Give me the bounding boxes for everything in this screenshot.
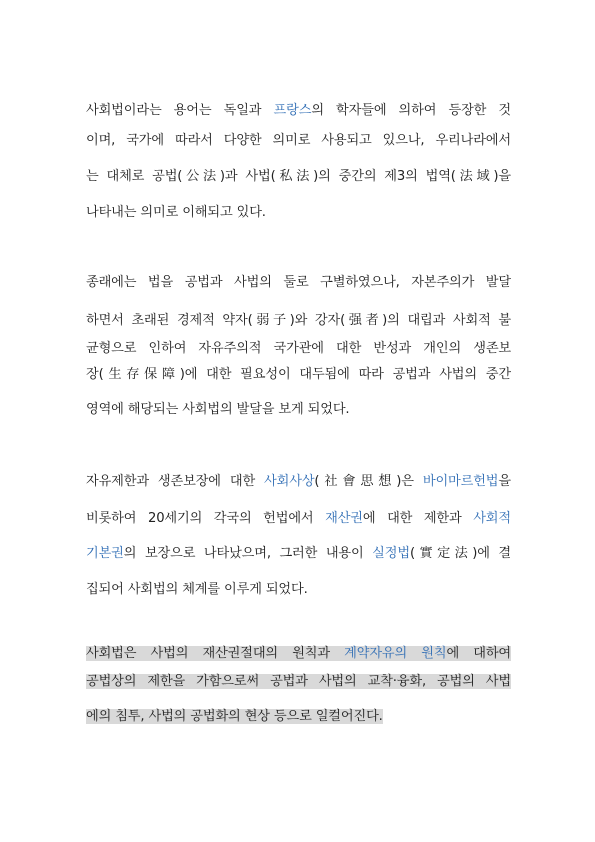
paragraph-3-line-2: 비롯하여 20세기의 각국의 헌법에서 재산권에 대한 제한과 사회적 <box>86 511 511 526</box>
paragraph-2-line-5: 영역에 해당되는 사회법의 발달을 보게 되었다. <box>86 402 350 417</box>
paragraph-1-line-1: 사회법이라는 용어는 독일과 프랑스의 학자들에 의하여 등장한 것 <box>86 103 511 118</box>
paragraph-1-line-3: 는 대체로 공법(公法)과 사법(私法)의 중간의 제3의 법역(法域)을 <box>86 169 511 184</box>
paragraph-2-line-2: 하면서 초래된 경제적 약자(弱子)와 강자(强者)의 대립과 사회적 불 <box>86 313 511 328</box>
link-social-basic-rights-part2[interactable]: 기본권 <box>86 546 124 561</box>
paragraph-2-line-3: 균형으로 인하여 자유주의적 국가관에 대한 반성과 개인의 생존보 <box>86 341 511 356</box>
paragraph-2-line-1: 종래에는 법을 공법과 사법의 둘로 구별하였으나, 자본주의가 발달 <box>86 275 511 290</box>
paragraph-1-line-4: 나타내는 의미로 이해되고 있다. <box>86 205 266 220</box>
paragraph-1-line-2: 이며, 국가에 따라서 다양한 의미로 사용되고 있으나, 우리나라에서 <box>86 133 511 148</box>
link-social-thought[interactable]: 사회사상 <box>264 474 315 489</box>
link-france[interactable]: 프랑스 <box>273 103 312 118</box>
paragraph-4-line-1: 사회법은 사법의 재산권절대의 원칙과 계약자유의 원칙에 대하여 <box>86 646 512 661</box>
link-property-rights[interactable]: 재산권 <box>325 511 363 526</box>
paragraph-3-line-1: 자유제한과 생존보장에 대한 사회사상(社會思想)은 바이마르헌법을 <box>86 474 511 489</box>
link-freedom-of-contract[interactable]: 계약자유의 원칙 <box>344 646 447 661</box>
link-positive-law[interactable]: 실정법 <box>372 546 410 561</box>
paragraph-2-line-4: 장(生存保障)에 대한 필요성이 대두됨에 따라 공법과 사법의 중간 <box>86 367 511 382</box>
paragraph-4-line-2: 공법상의 제한을 가함으로써 공법과 사법의 교착·융화, 공법의 사법 <box>86 674 511 689</box>
paragraph-4-line-3: 에의 침투, 사법의 공법화의 현상 등으로 일컬어진다. <box>86 709 383 724</box>
link-weimar-constitution[interactable]: 바이마르헌법 <box>422 474 499 489</box>
paragraph-3-line-4: 집되어 사회법의 체계를 이루게 되었다. <box>86 582 308 597</box>
paragraph-3-line-3: 기본권의 보장으로 나타났으며, 그러한 내용이 실정법(實定法)에 결 <box>86 546 511 561</box>
link-social-basic-rights-part1[interactable]: 사회적 <box>473 511 511 526</box>
